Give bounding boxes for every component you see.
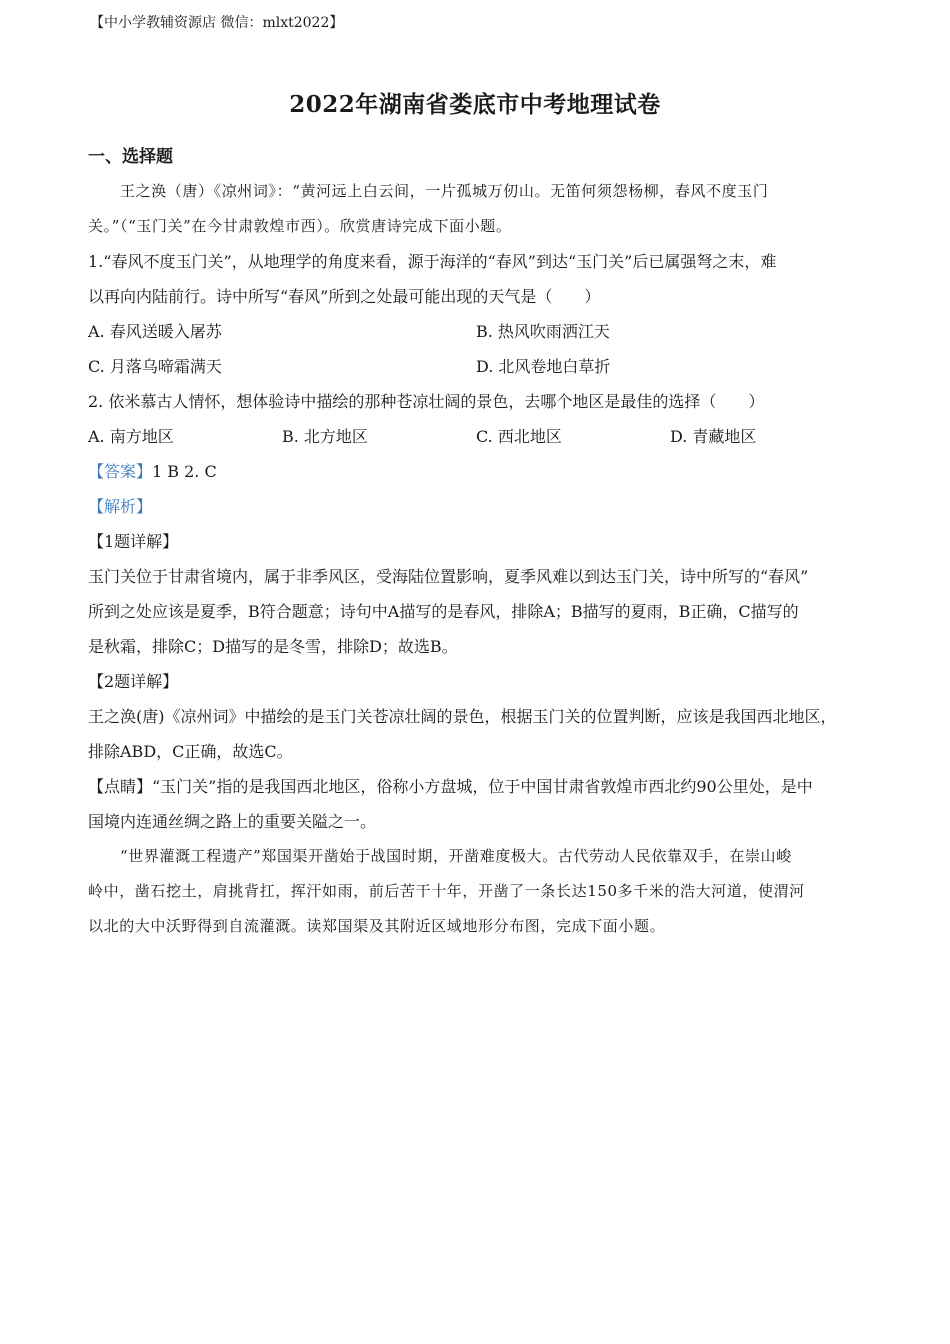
answer-label: 【答案】 xyxy=(88,462,153,481)
document-body xyxy=(88,140,868,944)
detail-1-line: 是秋霜，排除C；D描写的是冬雪，排除D；故选B。 xyxy=(88,637,458,656)
question-1-option-a: A. 春风送暖入屠苏 xyxy=(88,322,222,341)
analysis-label: 【解析】 xyxy=(88,497,153,516)
question-2-option-d: D. 青藏地区 xyxy=(670,427,757,446)
question-1-line: 以再向内陆前行。诗中所写“春风”所到之处最可能出现的天气是（ ） xyxy=(88,287,601,306)
question-intro-line: “世界灌溉工程遗产”郑国渠开凿始于战国时期，开凿难度极大。古代劳动人民依靠双手，在崇山峻 xyxy=(120,847,792,865)
answer-line xyxy=(88,454,868,489)
page-title: 2022年湖南省娄底市中考地理试卷 xyxy=(289,91,661,118)
detail-2-line: 王之涣(唐)《凉州词》中描绘的是玉门关苍凉壮阔的景色，根据玉门关的位置判断，应该是我国西北地区， xyxy=(88,707,837,726)
detail-1-line: 所到之处应该是夏季，B符合题意；诗句中A描写的是春风，排除A；B描写的夏雨，B正确，C描写的 xyxy=(88,602,799,621)
question-1-option-c: C. 月落乌啼霜满天 xyxy=(88,357,222,376)
tip-line: 国境内连通丝绸之路上的重要关隘之一。 xyxy=(88,812,377,831)
question-2-line: 2. 依米慕古人情怀，想体验诗中描绘的那种苍凉壮阔的景色，去哪个地区是最佳的选择（ ） xyxy=(88,392,765,411)
question-2-options-row xyxy=(88,419,868,454)
question-intro-line: 以北的大中沃野得到自流灌溉。读郑国渠及其附近区域地形分布图，完成下面小题。 xyxy=(88,917,666,935)
detail-2-label: 【2题详解】 xyxy=(88,672,179,691)
header-note: 【中小学教辅资源店 微信：mlxt2022】 xyxy=(90,15,344,31)
answer-value: 1 B 2. C xyxy=(152,462,217,481)
question-2-option-c: C. 西北地区 xyxy=(476,427,562,446)
question-1-options-row xyxy=(88,314,868,349)
question-2-option-b: B. 北方地区 xyxy=(282,427,368,446)
poem-intro-line: 关。”（“玉门关”在今甘肃敦煌市西）。欣赏唐诗完成下面小题。 xyxy=(88,217,512,235)
tip-line: 【点睛】“玉门关”指的是我国西北地区，俗称小方盘城，位于中国甘肃省敦煌市西北约90公里处，是中 xyxy=(88,777,813,796)
question-1-option-d: D. 北风卷地白草折 xyxy=(476,357,611,376)
detail-1-label: 【1题详解】 xyxy=(88,532,179,551)
question-1-options-row xyxy=(88,349,868,384)
question-1-option-b: B. 热风吹雨洒江天 xyxy=(476,322,610,341)
poem-intro-line: 王之涣（唐）《凉州词》：“黄河远上白云间，一片孤城万仞山。无笛何须怨杨柳，春风不度玉门 xyxy=(120,182,769,200)
question-2-option-a: A. 南方地区 xyxy=(88,427,174,446)
detail-1-line: 玉门关位于甘肃省境内，属于非季风区，受海陆位置影响，夏季风难以到达玉门关，诗中所写的“春风” xyxy=(88,567,809,586)
question-1-line: 1.“春风不度玉门关”，从地理学的角度来看，源于海洋的“春风”到达“玉门关”后已属强弩之末，难 xyxy=(88,252,777,271)
section-heading: 一、选择题 xyxy=(88,147,173,167)
question-intro-line: 岭中，凿石挖土，肩挑背扛，挥汗如雨，前后苦干十年，开凿了一条长达150多千米的浩大河道，使渭河 xyxy=(88,882,805,900)
detail-2-line: 排除ABD，C正确，故选C。 xyxy=(88,742,293,761)
